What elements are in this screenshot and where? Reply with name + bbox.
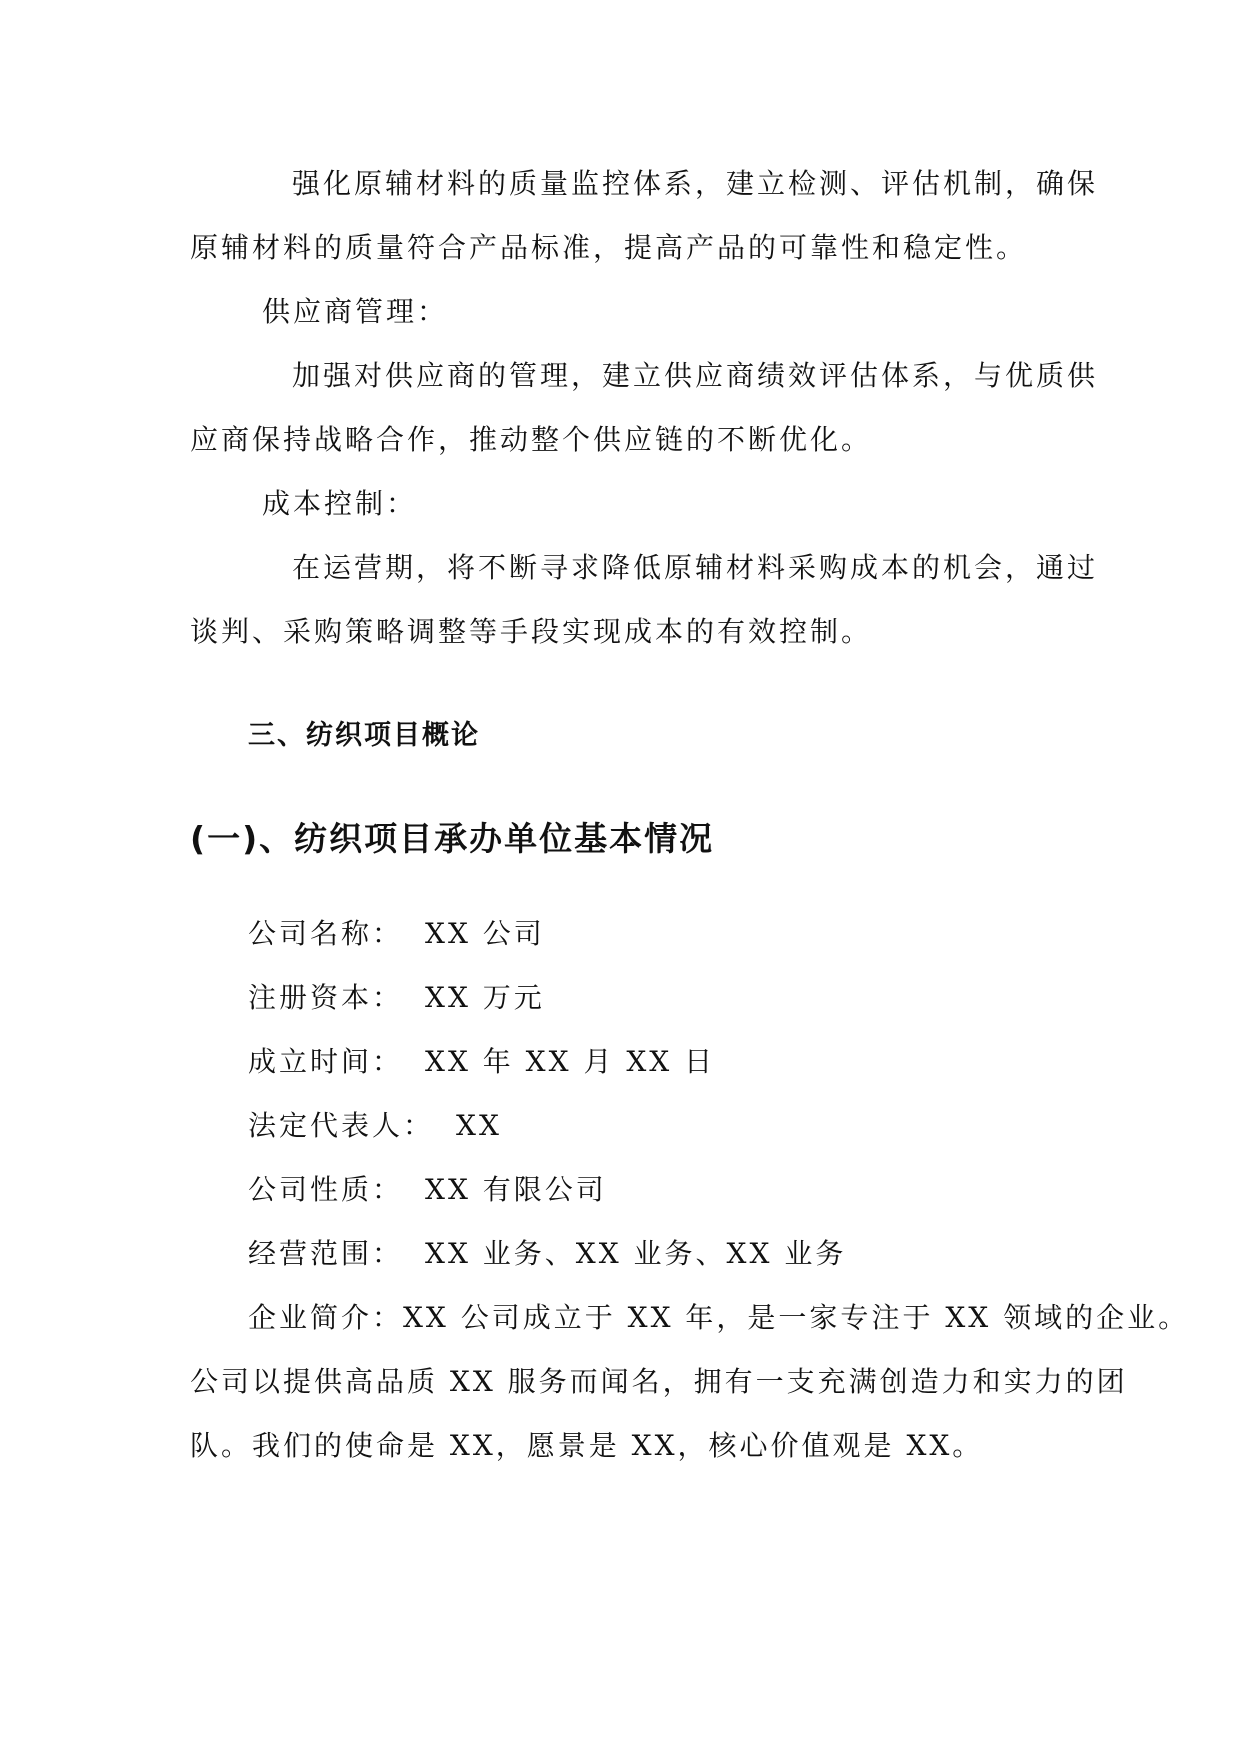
company-name-value: XX 公司 <box>425 917 545 950</box>
registered-capital-row <box>248 978 545 1018</box>
company-nature-label: 公司性质： <box>248 1173 404 1206</box>
supplier-paragraph-line-2: 应商保持战略合作，推动整个供应链的不断优化。 <box>190 423 873 456</box>
quality-paragraph-line-2: 原辅材料的质量符合产品标准，提高产品的可靠性和稳定性。 <box>190 231 1028 264</box>
founded-date-label: 成立时间： <box>248 1045 404 1078</box>
company-intro-line-1: 企业简介：XX 公司成立于 XX 年，是一家专注于 XX 领域的企业。 <box>248 1301 1190 1334</box>
cost-control-title: 成本控制： <box>262 487 418 520</box>
supplier-management-title: 供应商管理： <box>262 295 449 328</box>
quality-paragraph-line-1: 强化原辅材料的质量监控体系，建立检测、评估机制，确保 <box>292 167 1099 200</box>
company-name-label: 公司名称： <box>248 917 404 950</box>
legal-representative-label: 法定代表人： <box>248 1109 435 1142</box>
supplier-paragraph-line-1: 加强对供应商的管理，建立供应商绩效评估体系，与优质供 <box>292 359 1099 392</box>
subsection-heading: (一)、纺织项目承办单位基本情况 <box>190 819 715 858</box>
business-scope-label: 经营范围： <box>248 1237 404 1270</box>
company-nature-row <box>248 1170 607 1210</box>
company-intro-line-3: 队。我们的使命是 XX，愿景是 XX，核心价值观是 XX。 <box>190 1429 984 1462</box>
founded-date-value: XX 年 XX 月 XX 日 <box>425 1045 716 1078</box>
business-scope-row <box>248 1234 846 1274</box>
registered-capital-label: 注册资本： <box>248 981 404 1014</box>
founded-date-row <box>248 1042 715 1082</box>
company-intro-line-2: 公司以提供高品质 XX 服务而闻名，拥有一支充满创造力和实力的团 <box>190 1365 1128 1398</box>
registered-capital-value: XX 万元 <box>425 981 545 1014</box>
company-name-row <box>248 914 545 954</box>
legal-representative-value: XX <box>456 1109 502 1142</box>
legal-representative-row <box>248 1106 502 1146</box>
company-nature-value: XX 有限公司 <box>425 1173 607 1206</box>
cost-paragraph-line-1: 在运营期，将不断寻求降低原辅材料采购成本的机会，通过 <box>292 551 1099 584</box>
business-scope-value: XX 业务、XX 业务、XX 业务 <box>425 1237 847 1270</box>
cost-paragraph-line-2: 谈判、采购策略调整等手段实现成本的有效控制。 <box>190 615 873 648</box>
chapter-heading: 三、纺织项目概论 <box>248 720 480 751</box>
